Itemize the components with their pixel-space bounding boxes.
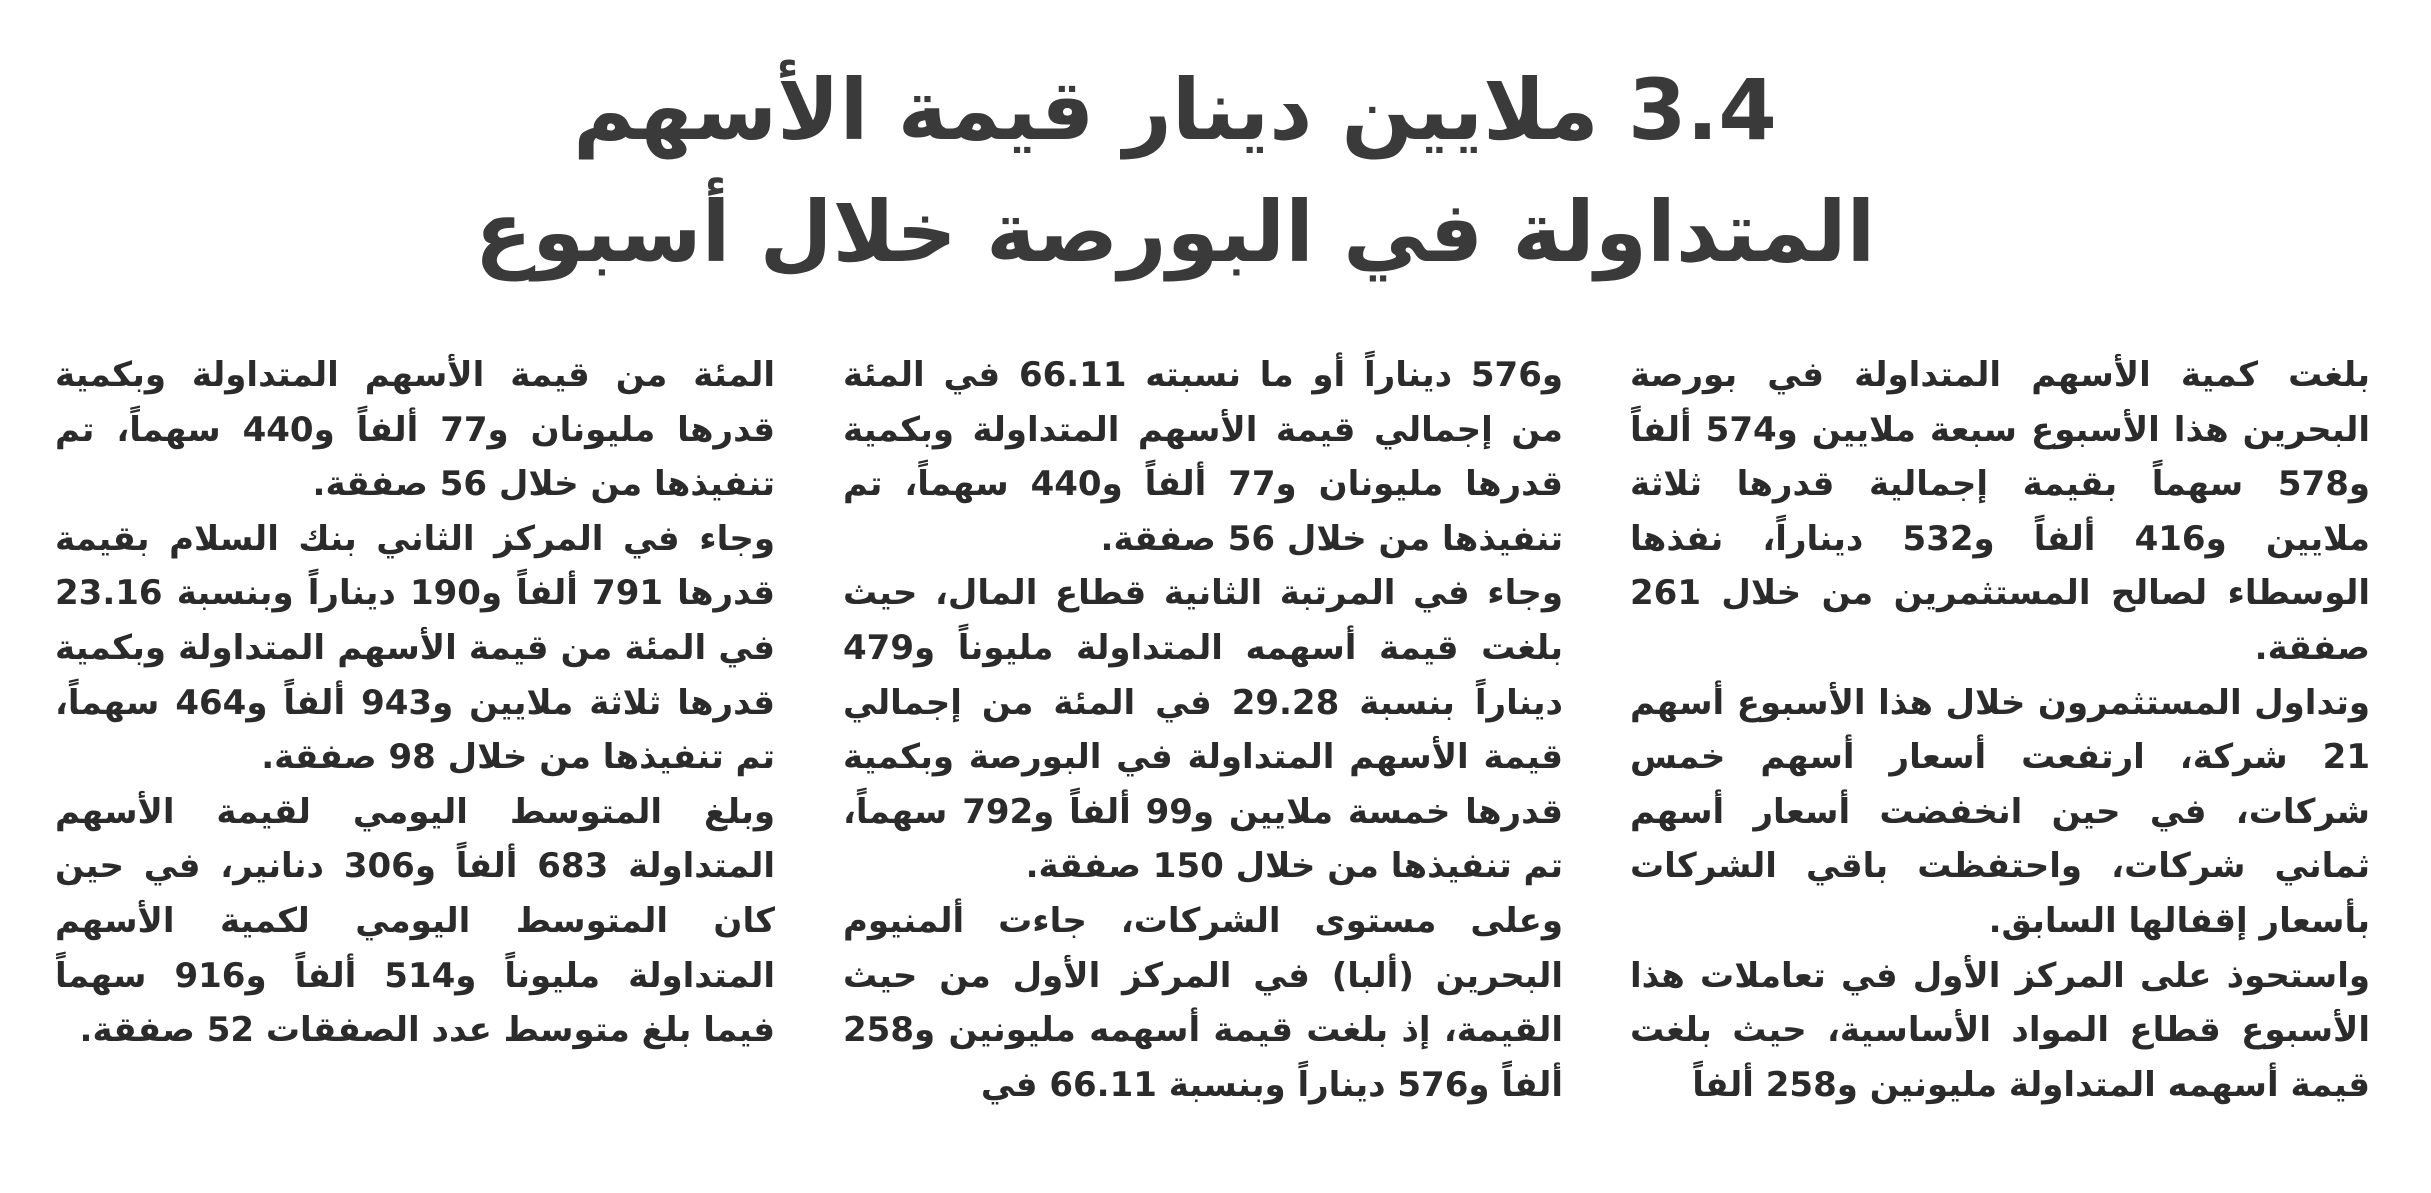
paragraph: بلغت كمية الأسهم المتداولة في بورصة البحرين هذا الأسبوع سبعة ملايين و574 ألفاً و578 سهماً بقيمة إجمالية قدرها ثلاثة ملايين و416 ألفاً و532 ديناراً، نفذها الوسطاء لصالح المستثمرين من خلال 261 صفقة. (1630, 355, 2370, 668)
paragraph: وبلغ المتوسط اليومي لقيمة الأسهم المتداولة 683 ألفاً و306 دنانير، في حين كان المتوسط اليومي لكمية الأسهم المتداولة مليوناً و514 ألفاً و916 سهماً فيما بلغ متوسط عدد الصفقات 52 صفقة. (55, 791, 775, 1051)
article-column-left (55, 348, 775, 1148)
headline-line-2: المتداولة في البورصة خلال أسبوع (474, 183, 1876, 281)
paragraph: وتداول المستثمرون خلال هذا الأسبوع أسهم 21 شركة، ارتفعت أسعار أسهم خمس شركات، في حين انخفضت أسعار أسهم ثماني شركات، واحتفظت باقي الشركات بأسعار إقفالها السابق. (1630, 682, 2370, 941)
paragraph: وجاء في المرتبة الثانية قطاع المال، حيث بلغت قيمة أسهمه المتداولة مليوناً و479 ديناراً بنسبة 29.28 في المئة من إجمالي قيمة الأسهم المتداولة في البورصة وبكمية قدرها خمسة ملايين و99 ألفاً و792 سهماً، تم تنفيذها من خلال 150 صفقة. (843, 573, 1563, 887)
headline-line-1: 3.4 ملايين دينار قيمة الأسهم (573, 61, 1777, 159)
paragraph: وجاء في المركز الثاني بنك السلام بقيمة قدرها 791 ألفاً و190 ديناراً وبنسبة 23.16 في المئة من قيمة الأسهم المتداولة وبكمية قدرها ثلاثة ملايين و943 ألفاً و464 سهماً، تم تنفيذها من خلال 98 صفقة. (55, 518, 775, 778)
article-column-middle (843, 348, 1563, 1148)
article-column-right (1630, 348, 2370, 1148)
paragraph: المئة من قيمة الأسهم المتداولة وبكمية قدرها مليونان و77 ألفاً و440 سهماً، تم تنفيذها من خلال 56 صفقة. (55, 355, 775, 505)
paragraph: واستحوذ على المركز الأول في تعاملات هذا الأسبوع قطاع المواد الأساسية، حيث بلغت قيمة أسهمه المتداولة مليونين و258 ألفاً (1630, 955, 2370, 1105)
paragraph: و576 ديناراً أو ما نسبته 66.11 في المئة من إجمالي قيمة الأسهم المتداولة وبكمية قدرها مليونان و77 ألفاً و440 سهماً، تم تنفيذها من خلال 56 صفقة. (843, 355, 1563, 559)
paragraph: وعلى مستوى الشركات، جاءت ألمنيوم البحرين (ألبا) في المركز الأول من حيث القيمة، إذ بلغت قيمة أسهمه مليونين و258 ألفاً و576 ديناراً وبنسبة 66.11 في (843, 900, 1563, 1105)
